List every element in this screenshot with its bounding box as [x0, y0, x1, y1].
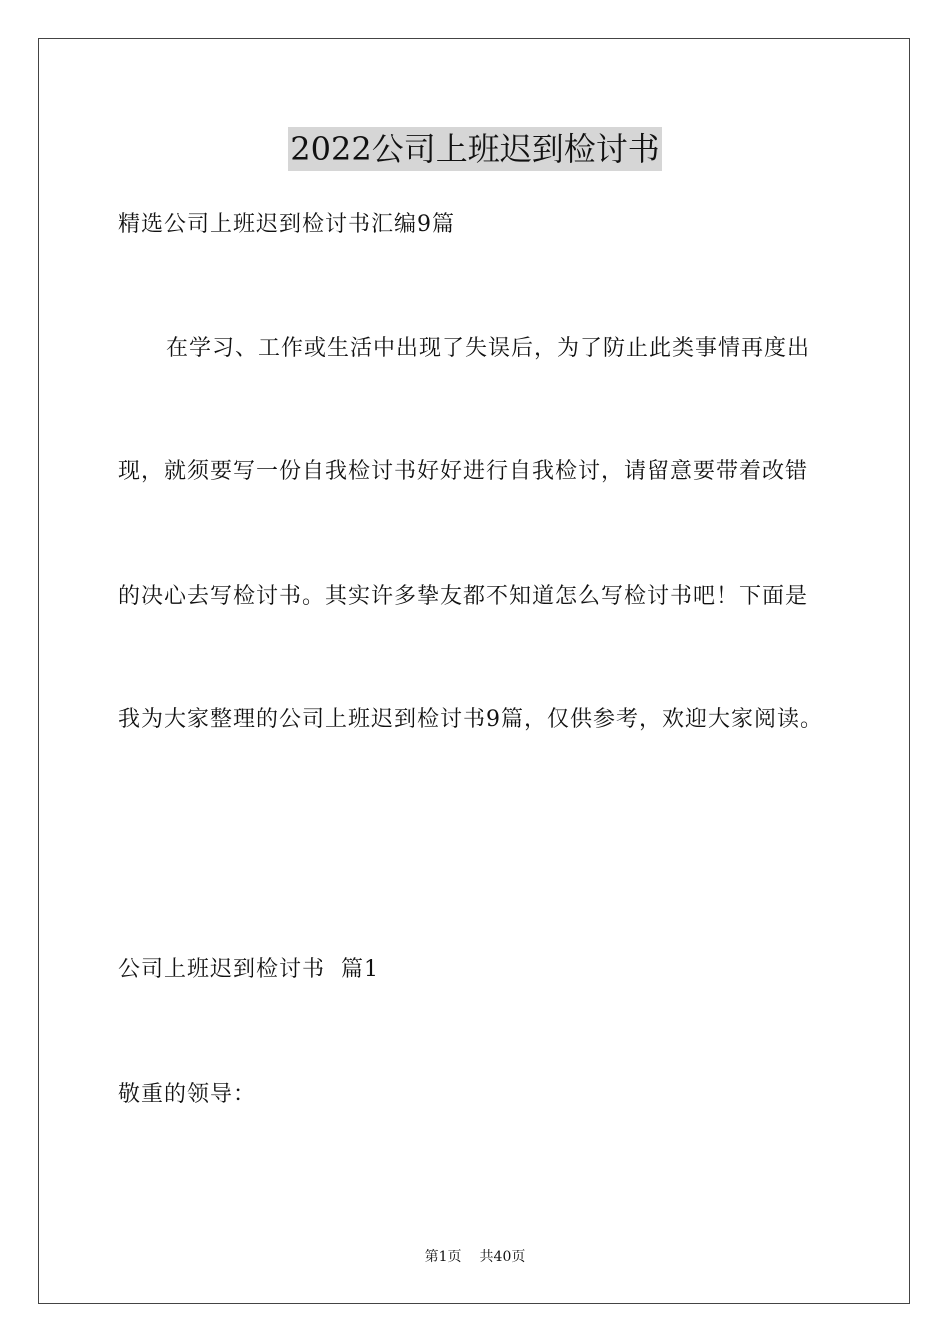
paragraph-line-3: 的决心去写检讨书。其实许多挚友都不知道怎么写检讨书吧！下面是	[118, 584, 809, 609]
page-footer	[0, 1248, 950, 1266]
section-heading: 公司上班迟到检讨书 篇1	[118, 957, 379, 982]
salutation: 敬重的领导：	[118, 1082, 257, 1107]
paragraph-line-2: 现，就须要写一份自我检讨书好好进行自我检讨，请留意要带着改错	[118, 459, 809, 484]
page-total: 共40页	[479, 1249, 526, 1265]
document-subtitle: 精选公司上班迟到检讨书汇编9篇	[118, 212, 455, 237]
document-title: 2022公司上班迟到检讨书	[288, 127, 661, 171]
title-container	[0, 127, 950, 171]
paragraph-line-1: 在学习、工作或生活中出现了失误后，为了防止此类事情再度出	[166, 336, 811, 361]
page-number: 第1页	[424, 1249, 462, 1265]
paragraph-line-4: 我为大家整理的公司上班迟到检讨书9篇，仅供参考，欢迎大家阅读。	[118, 707, 823, 732]
